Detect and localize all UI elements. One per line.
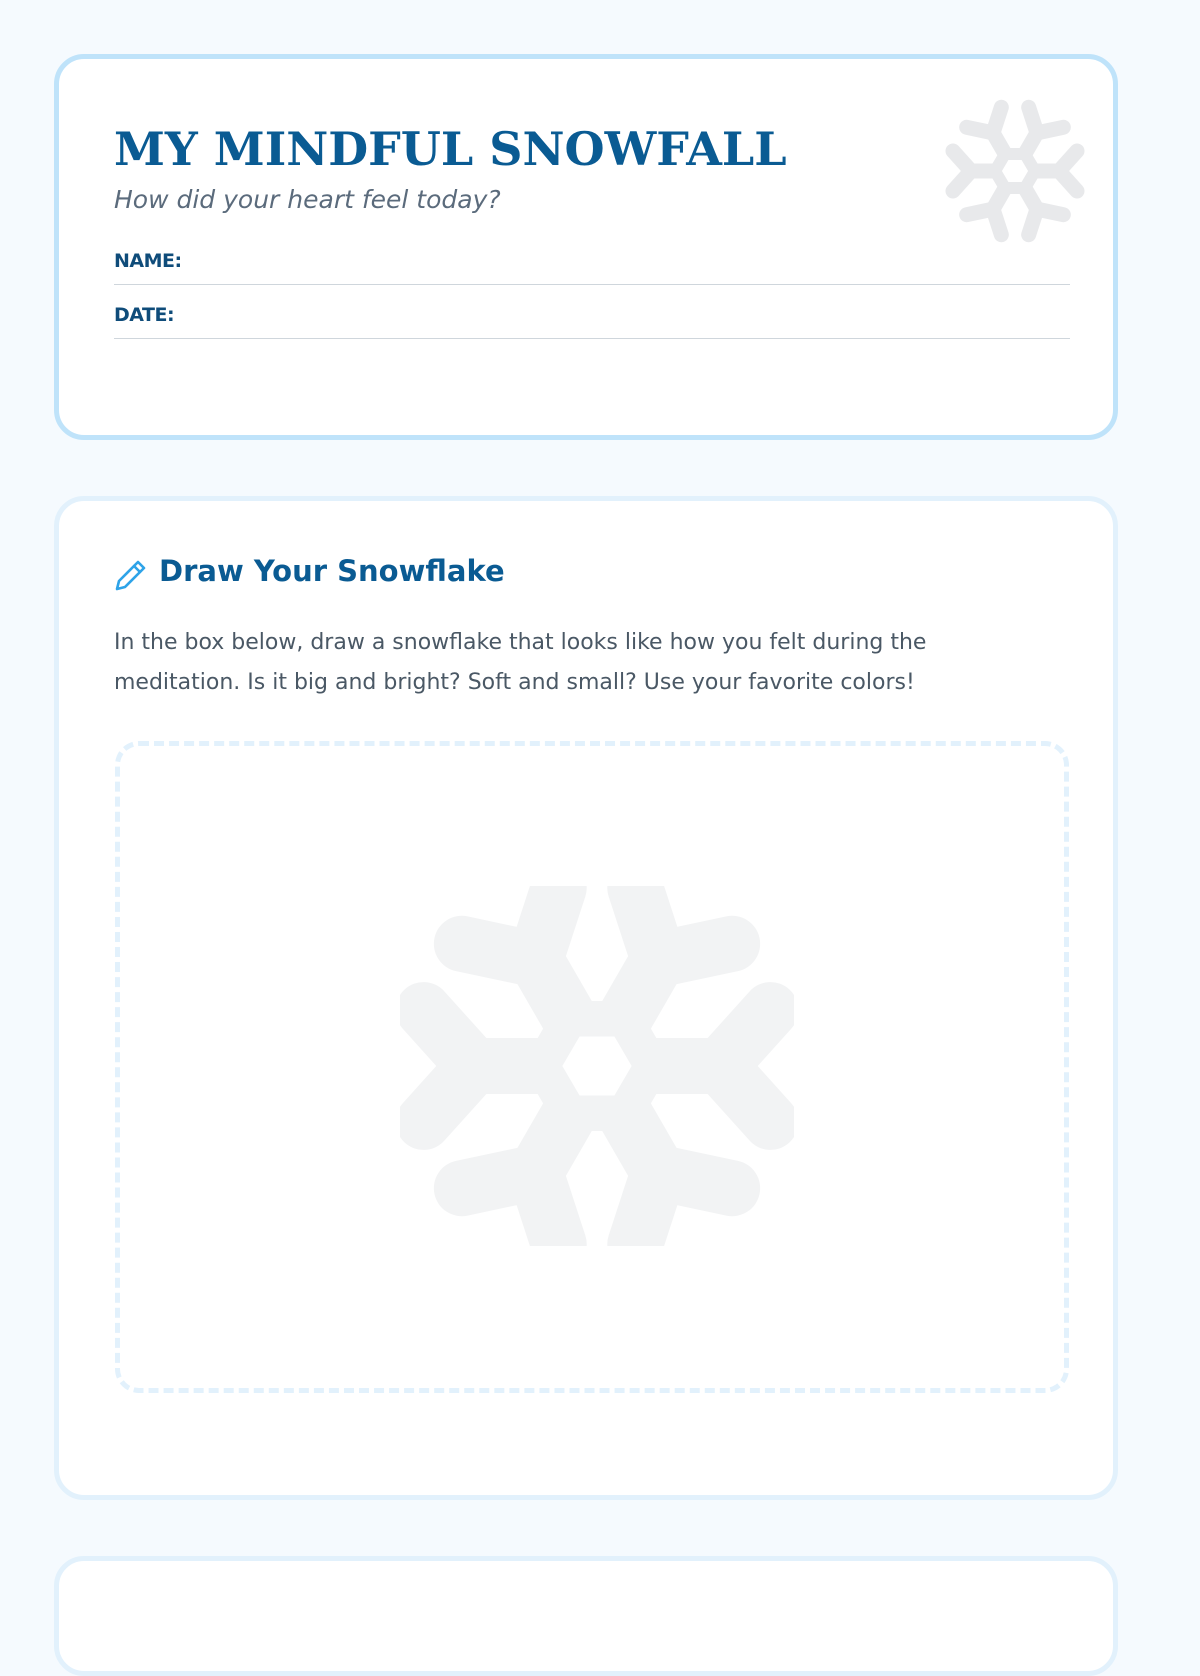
page-title: MY MINDFUL SNOWFALL: [114, 122, 787, 176]
snowflake-icon: [400, 886, 794, 1246]
snowflake-icon: [939, 95, 1091, 247]
date-label: DATE:: [114, 304, 175, 326]
section-heading: Draw Your Snowflake: [159, 554, 505, 588]
instructions-text: In the box below, draw a snowflake that looks like how you felt during the meditation. Is it big and bright? Soft and small? Use your favorite colors!: [114, 630, 927, 695]
name-label: NAME:: [114, 250, 182, 272]
name-field[interactable]: [114, 245, 1070, 285]
date-field[interactable]: [114, 299, 1070, 339]
draw-snowflake-section: [54, 496, 1118, 1500]
page-subtitle: How did your heart feel today?: [114, 185, 501, 214]
next-section-card: [54, 1556, 1118, 1676]
drawing-area[interactable]: [115, 741, 1069, 1393]
header-card: [54, 54, 1118, 440]
pencil-icon: [114, 558, 148, 592]
